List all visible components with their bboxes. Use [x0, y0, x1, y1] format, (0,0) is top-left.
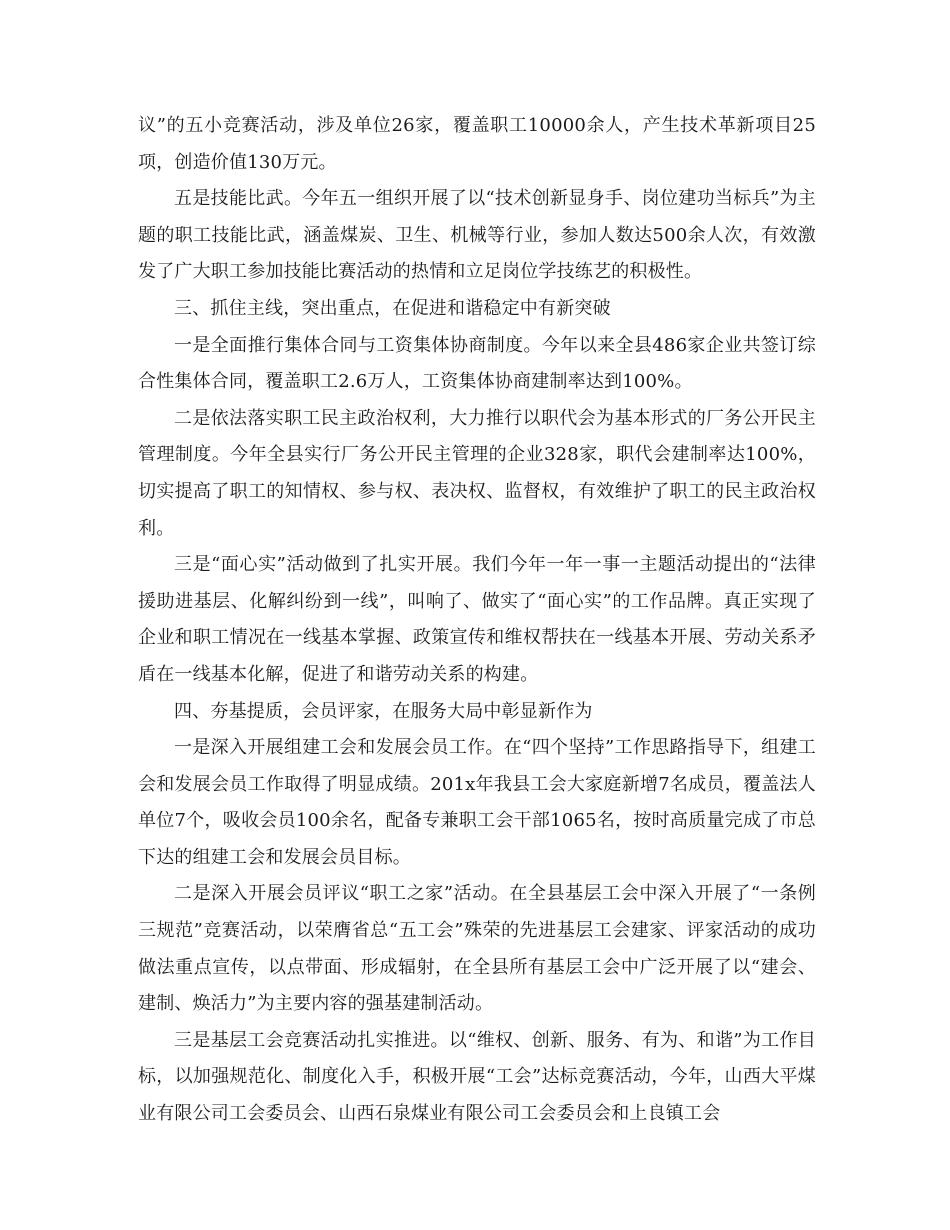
- paragraph-8: 一是深入开展组建工会和发展会员工作。在“四个坚持”工作思路指导下，组建工会和发展会员工作取得了明显成绩。201x年我县工会大家庭新增7名成员，覆盖法人单位7个，吸收会员100余名，配备专兼职工会干部1065名，按时高质量完成了市总下达的组建工会和发展会员目标。: [138, 737, 816, 868]
- paragraph-9: 二是深入开展会员评议“职工之家”活动。在全县基层工会中深入开展了“一条例三规范”竞赛活动，以荣膺省总“五工会”殊荣的先进基层工会建家、评家活动的成功做法重点宣传，以点带面、形成辐射，在全县所有基层工会中广泛开展了以“建会、建制、焕活力”为主要内容的强基建制活动。: [138, 883, 816, 1015]
- document-page: [138, 108, 816, 1133]
- paragraph-5: 二是依法落实职工民主政治权利，大力推行以职代会为基本形式的厂务公开民主管理制度。今年全县实行厂务公开民主管理的企业328家，职代会建制率达100%，切实提高了职工的知情权、参与权、表决权、监督权，有效维护了职工的民主政治权利。: [138, 407, 816, 539]
- paragraph-4: 一是全面推行集体合同与工资集体协商制度。今年以来全县486家企业共签订综合性集体合同，覆盖职工2.6万人，工资集体协商建制率达到100%。: [138, 334, 816, 393]
- paragraph-10: 三是基层工会竞赛活动扎实推进。以“维权、创新、服务、有为、和谐”为工作目标，以加强规范化、制度化入手，积极开展“工会”达标竞赛活动，今年，山西大平煤业有限公司工会委员会、山西石泉煤业有限公司工会委员会和上良镇工会: [138, 1029, 816, 1125]
- paragraph-2: 五是技能比武。今年五一组织开展了以“技术创新显身手、岗位建功当标兵”为主题的职工技能比武，涵盖煤炭、卫生、机械等行业，参加人数达500余人次，有效激发了广大职工参加技能比赛活动的热情和立足岗位学技练艺的积极性。: [138, 188, 816, 283]
- paragraph-1: 议”的五小竞赛活动，涉及单位26家，覆盖职工10000余人，产生技术革新项目25项，创造价值130万元。: [138, 115, 816, 173]
- section-heading-4: 四、夯基提质，会员评家，在服务大局中彰显新作为: [174, 700, 593, 722]
- section-heading-3: 三、抓住主线，突出重点，在促进和谐稳定中有新突破: [174, 297, 611, 319]
- paragraph-6: 三是“面心实”活动做到了扎实开展。我们今年一年一事一主题活动提出的“法律援助进基层、化解纠纷到一线”，叫响了、做实了“面心实”的工作品牌。真正实现了企业和职工情况在一线基本掌握、政策宣传和维权帮扶在一线基本开展、劳动关系矛盾在一线基本化解，促进了和谐劳动关系的构建。: [138, 554, 816, 685]
